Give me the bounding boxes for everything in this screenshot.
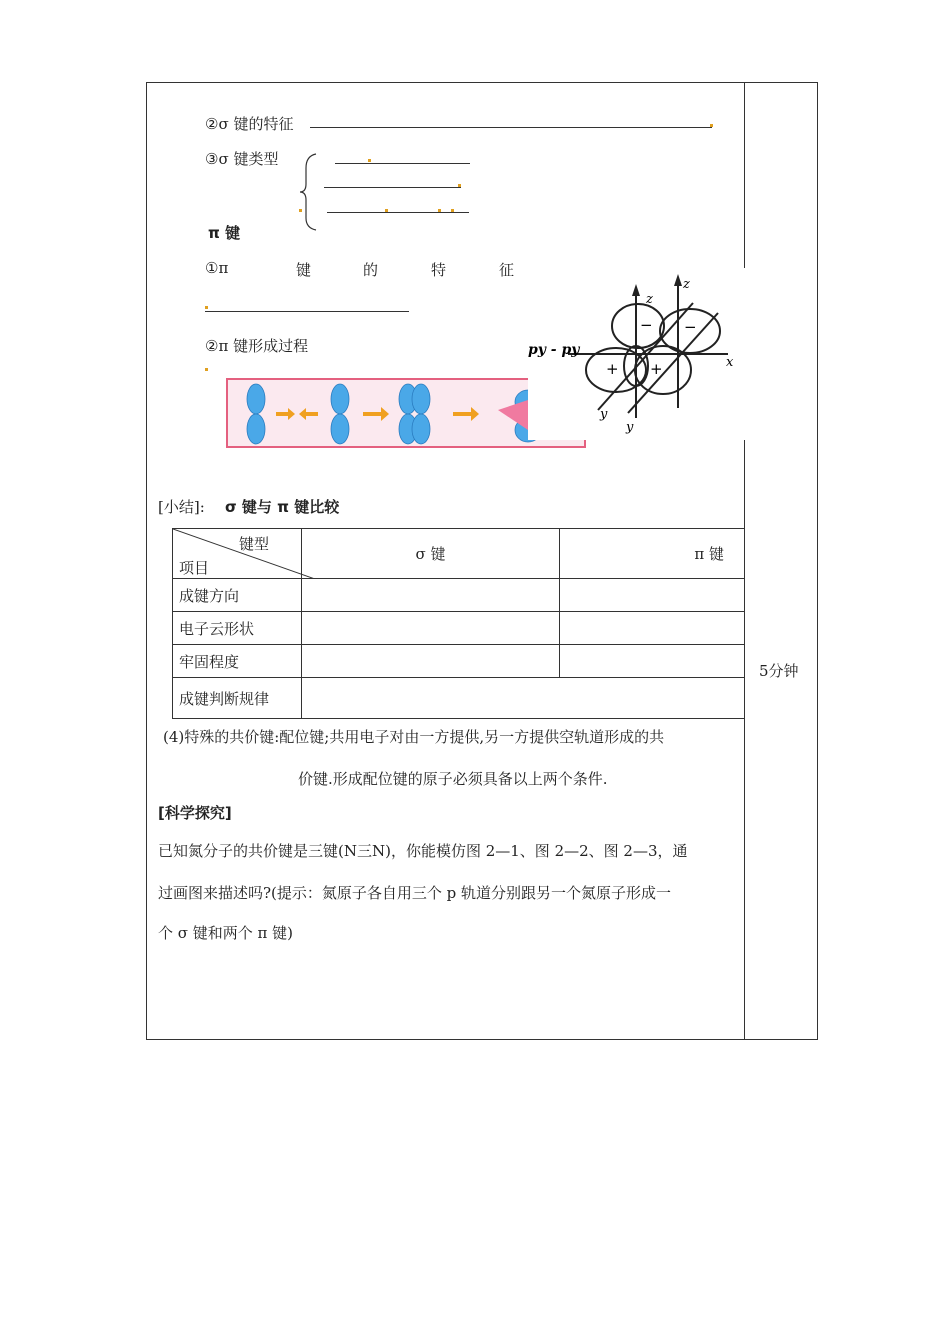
col-header-pi: π 键 <box>560 529 745 579</box>
cell <box>560 612 745 645</box>
mark-dot <box>458 184 461 187</box>
mark-dot <box>451 209 454 212</box>
table-row <box>173 645 745 678</box>
sigma-features-label: ②σ 键的特征 <box>205 115 294 133</box>
explore-heading: [科学探究] <box>158 804 232 822</box>
pi-features-char: ①π <box>205 259 229 277</box>
blank-line <box>335 163 470 164</box>
explore-line: 个 σ 键和两个 π 键) <box>158 924 294 942</box>
pi-features-char: 特 <box>431 261 447 279</box>
row-label: 牢固程度 <box>173 645 302 678</box>
mark-dot <box>385 209 388 212</box>
brace <box>298 152 320 232</box>
table-row <box>173 612 745 645</box>
axis-y-label: y <box>626 420 634 435</box>
axis-y-label: y <box>600 407 608 422</box>
cell <box>560 579 745 612</box>
pi-process-label: ②π 键形成过程 <box>205 337 309 355</box>
blank-line <box>205 311 409 312</box>
mark-dot <box>205 368 208 371</box>
pi-features-char: 键 <box>296 261 312 279</box>
mark-dot <box>710 124 713 127</box>
blank-line <box>310 127 712 128</box>
coordinate-bond-line: (4)特殊的共价键:配位键;共用电子对由一方提供,另一方提供空轨道形成的共 <box>163 728 665 746</box>
axis-x-label: x <box>726 355 734 370</box>
cell <box>302 579 560 612</box>
row-label: 电子云形状 <box>173 612 302 645</box>
sigma-types-label: ③σ 键类型 <box>205 150 279 168</box>
pi-heading: π 键 <box>208 224 241 242</box>
table-corner-cell <box>173 529 302 579</box>
minus-sign: − <box>684 318 697 336</box>
mark-dot <box>205 306 208 309</box>
mark-dot <box>438 209 441 212</box>
row-label: 成键方向 <box>173 579 302 612</box>
blank-line <box>327 212 469 213</box>
corner-bottom-label: 项目 <box>179 559 210 577</box>
cell <box>302 612 560 645</box>
axis-z-label: z <box>646 292 653 307</box>
cell <box>560 645 745 678</box>
explore-line: 已知氮分子的共价键是三键(N三N)，你能模仿图 2—1、图 2—2、图 2—3，通 <box>158 842 688 860</box>
axis-z-label: z <box>683 277 690 292</box>
cell <box>302 645 560 678</box>
plus-sign: + <box>650 360 663 378</box>
corner-top-label: 键型 <box>239 535 270 553</box>
coordinate-bond-line: 价键.形成配位键的原子必须具备以上两个条件. <box>298 770 608 788</box>
blank-line <box>324 187 461 188</box>
table-row <box>173 579 745 612</box>
mark-dot <box>299 209 302 212</box>
summary-prefix: [小结]: <box>158 498 205 516</box>
orbital-pair-label: py - py <box>528 342 580 358</box>
pi-bond-figure <box>528 268 746 440</box>
time-note: 5分钟 <box>759 662 799 680</box>
summary-title: σ 键与 π 键比较 <box>225 498 340 516</box>
row-label: 成键判断规律 <box>173 678 302 719</box>
col-header-sigma: σ 键 <box>302 529 560 579</box>
pi-features-char: 征 <box>499 261 515 279</box>
minus-sign: − <box>640 316 653 334</box>
table-row <box>173 678 745 719</box>
plus-sign: + <box>606 360 619 378</box>
cell <box>302 678 745 719</box>
comparison-table <box>172 528 745 719</box>
mark-dot <box>368 159 371 162</box>
explore-line: 过画图来描述吗?(提示：氮原子各自用三个 p 轨道分别跟另一个氮原子形成一 <box>158 884 672 902</box>
pi-features-char: 的 <box>363 261 379 279</box>
